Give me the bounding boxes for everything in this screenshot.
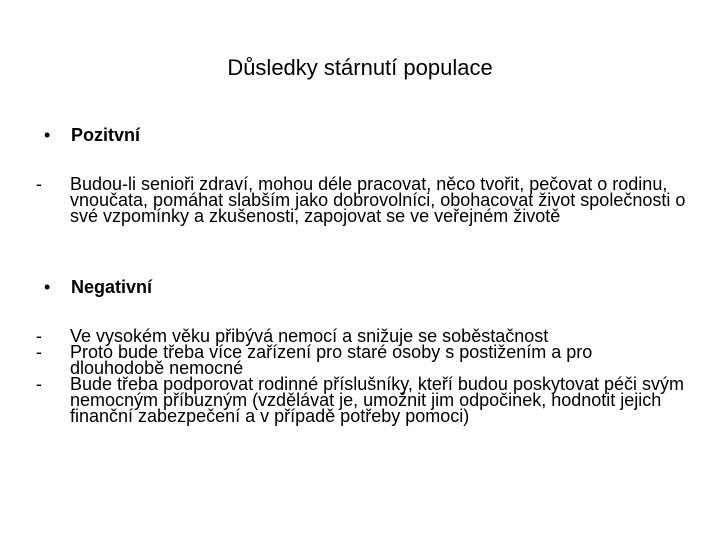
positive-list <box>36 176 686 224</box>
list-item-text: Proto bude třeba více zařízení pro staré osoby s postižením a pro dlouhodobě nemocné <box>70 342 593 378</box>
list-item <box>36 176 686 224</box>
dash-icon: - <box>36 174 42 194</box>
dash-icon: - <box>36 342 42 362</box>
list-item <box>36 376 686 424</box>
bullet-icon: • <box>44 277 51 297</box>
list-item-text: Ve vysokém věku přibývá nemocí a snižuje se soběstačnost <box>70 326 549 346</box>
bullet-icon: • <box>44 125 51 145</box>
list-item <box>36 344 686 376</box>
section-heading-label: Negativní <box>71 277 153 297</box>
list-item-text: Budou-li senioři zdraví, mohou déle pracovat, něco tvořit, pečovat o rodinu, vnoučata, pomáhat slabším jako dobrovolníci, obohacovat život společnosti o své vzpomínky a zkušenosti, zapojovat se ve veřejném životě <box>70 174 686 226</box>
negative-list <box>36 328 686 424</box>
list-item-text: Bude třeba podporovat rodinné příslušníky, kteří budou poskytovat péči svým nemocným příbuzným (vzdělávat je, umožnit jim odpočinek, hodnotit jejich finanční zabezpečení a v případě potřeby pomoci) <box>70 374 685 426</box>
section-heading-label: Pozitvní <box>71 125 141 145</box>
dash-icon: - <box>36 374 42 394</box>
slide-title: Důsledky stárnutí populace <box>227 55 493 80</box>
dash-icon: - <box>36 326 42 346</box>
